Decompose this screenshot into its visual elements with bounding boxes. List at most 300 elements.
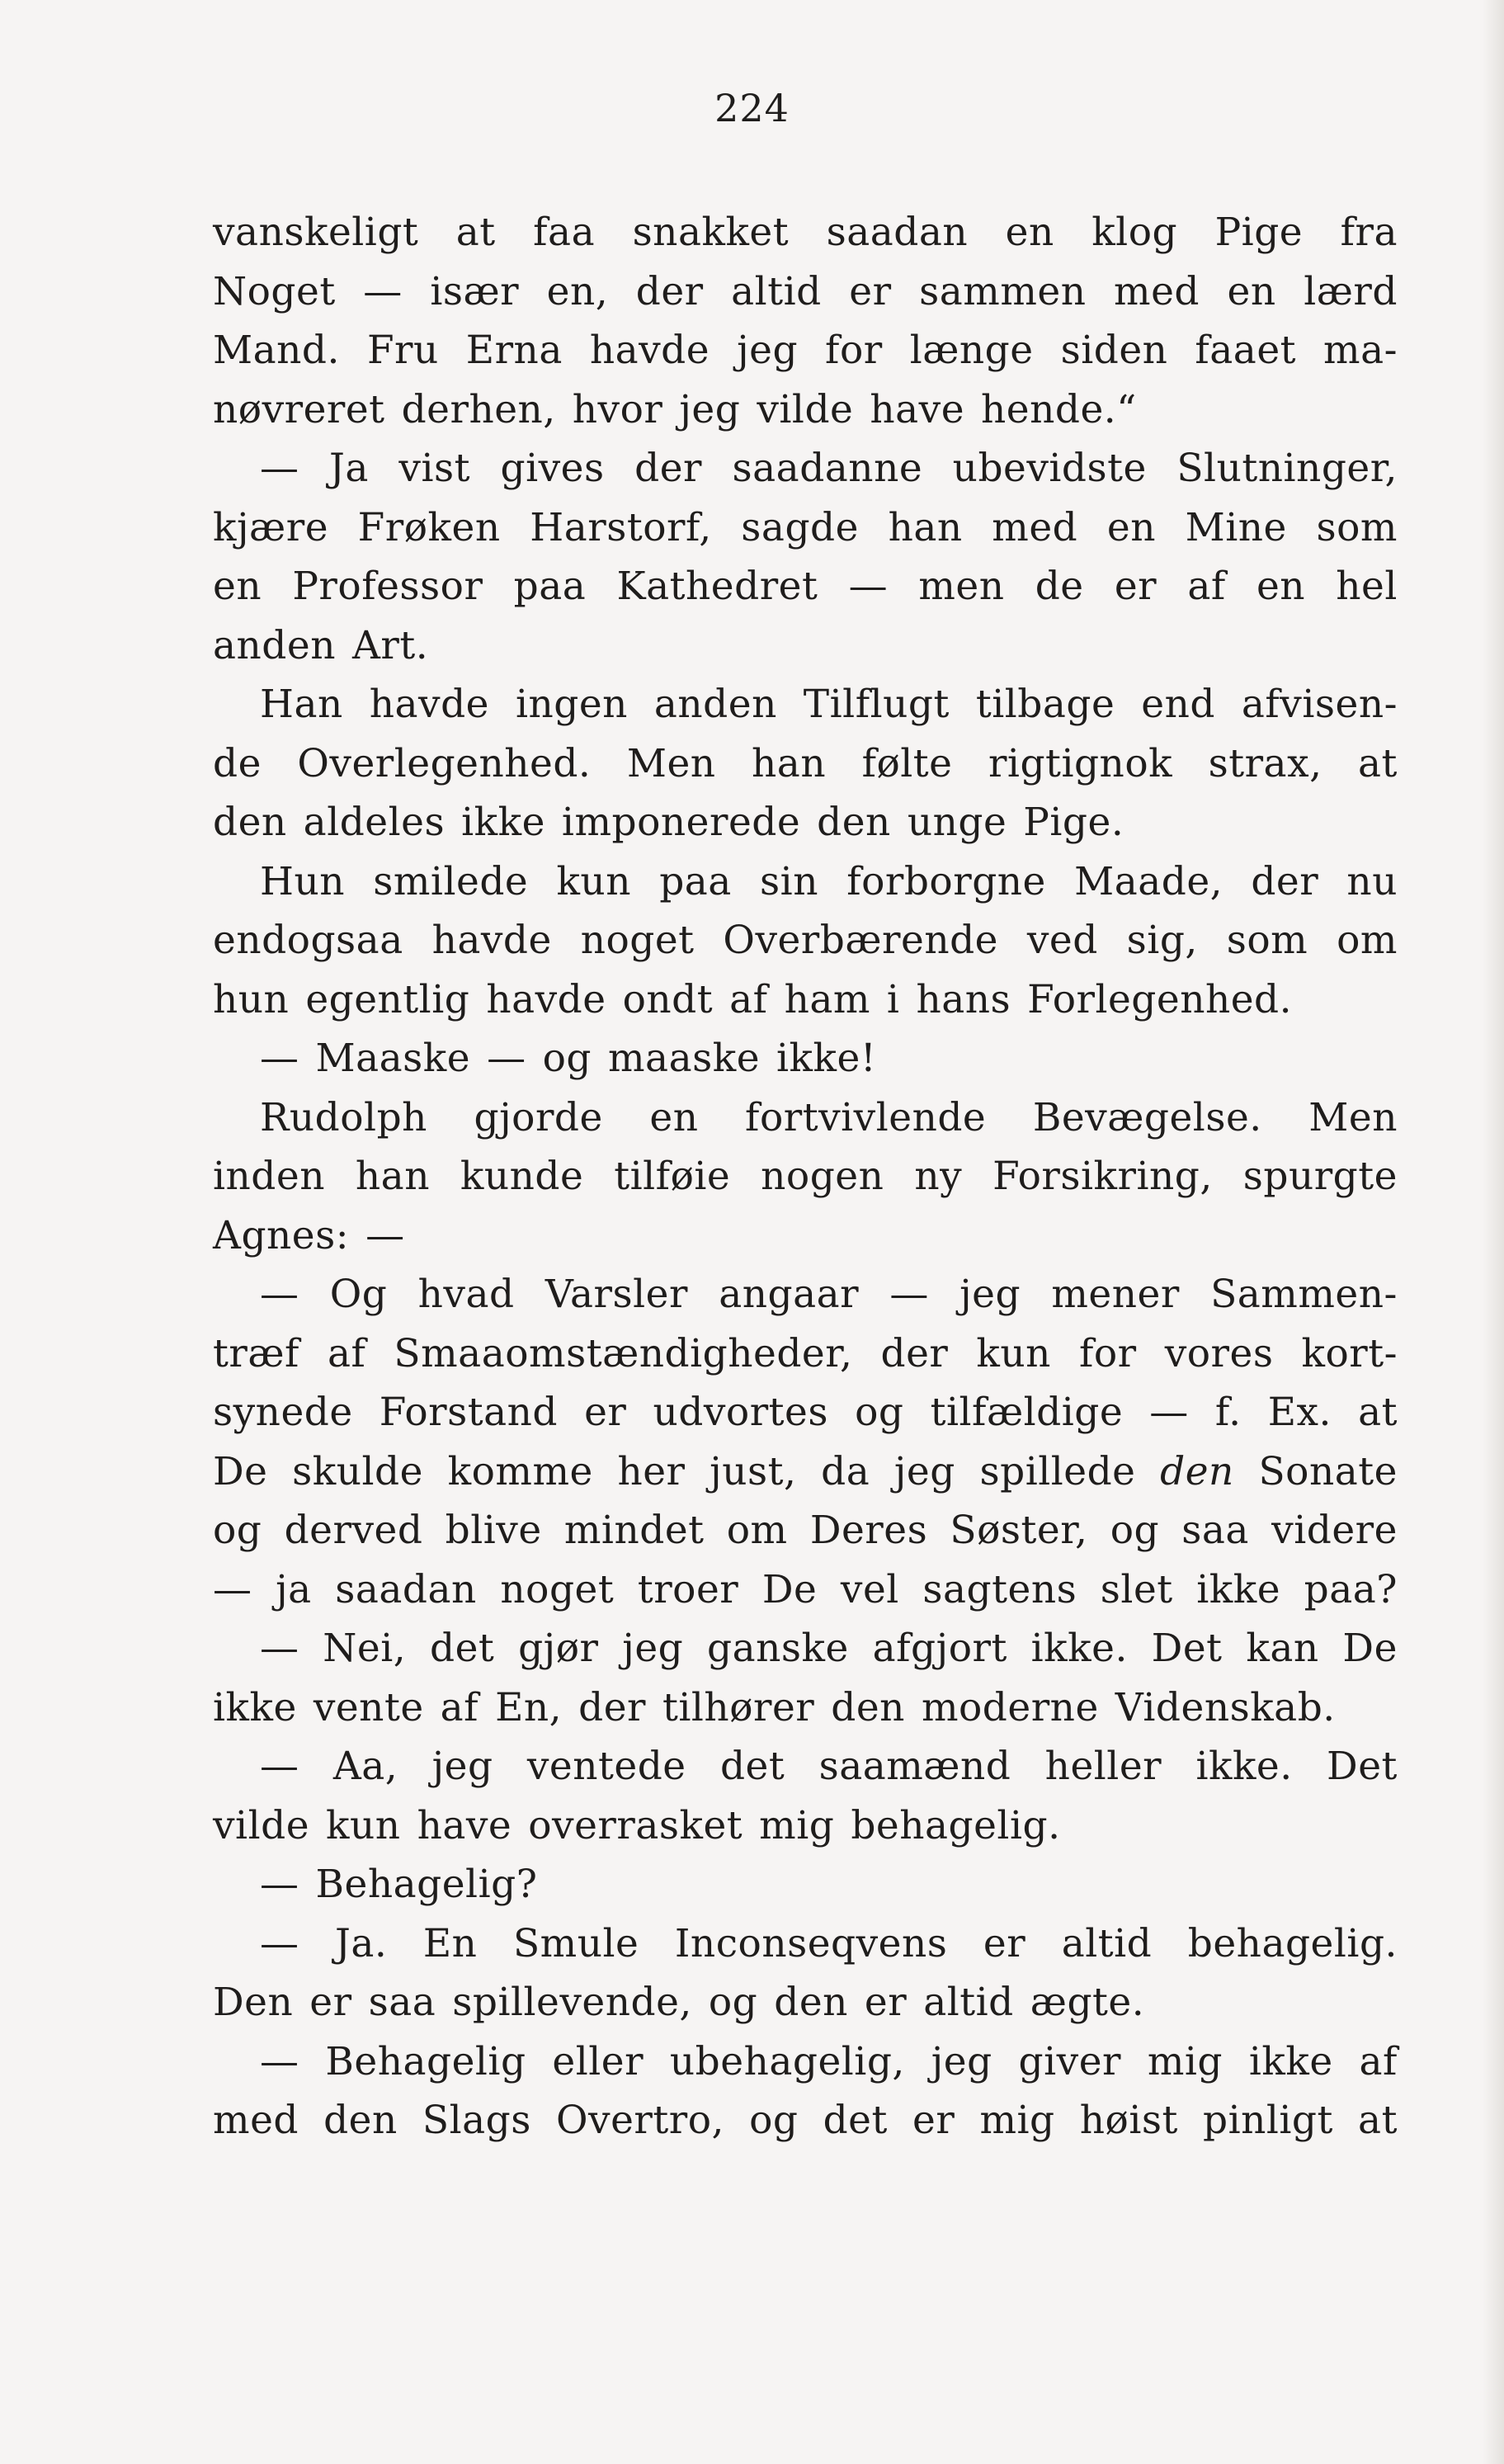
word: Slags <box>422 2098 531 2143</box>
word: og <box>749 2098 799 2143</box>
word: slet <box>1100 1566 1173 1612</box>
word: jeg <box>737 328 799 373</box>
word: behagelig. <box>1187 1920 1398 1966</box>
word: Varsler <box>545 1272 688 1317</box>
word: ham <box>784 976 870 1022</box>
word: især <box>430 268 520 314</box>
word: — <box>889 1272 929 1317</box>
word: vente <box>313 1684 424 1730</box>
word: Han <box>260 682 343 727</box>
word: for <box>1078 1330 1137 1376</box>
word: tilføie <box>614 1154 731 1199</box>
word: og <box>855 1390 904 1435</box>
word: vores <box>1164 1330 1274 1376</box>
word: Agnes: <box>213 1212 350 1258</box>
word: er <box>983 1920 1026 1966</box>
word: den <box>323 2098 398 2143</box>
word: en <box>649 1094 699 1140</box>
word: Søster, <box>950 1508 1088 1553</box>
word: havde <box>369 682 489 727</box>
word: imponerede <box>561 800 801 845</box>
word: mener <box>1051 1272 1180 1317</box>
word: lærd <box>1304 268 1398 314</box>
text-line <box>213 1442 1398 1502</box>
text-line <box>213 1029 1398 1088</box>
text-line <box>213 1973 1398 2032</box>
word: De <box>1342 1626 1398 1671</box>
text-line <box>213 380 1398 440</box>
word: faaet <box>1195 328 1297 373</box>
word: jeg <box>893 1448 955 1494</box>
word: Forlegenhed. <box>1027 976 1293 1022</box>
word: Men <box>626 740 716 786</box>
text-line <box>213 1619 1398 1678</box>
text-line <box>213 1088 1398 1148</box>
word: kunde <box>460 1154 584 1199</box>
word: Forstand <box>379 1390 558 1435</box>
word: — <box>260 446 299 491</box>
text-line <box>213 1324 1398 1384</box>
word: tilhører <box>662 1684 815 1730</box>
word: videre <box>1271 1508 1398 1553</box>
word: af <box>440 1684 479 1730</box>
word: Mine <box>1185 504 1287 550</box>
word: fortvivlende <box>745 1094 987 1140</box>
word: snakket <box>632 210 790 255</box>
word: spurgte <box>1242 1154 1398 1199</box>
word: noget <box>580 918 695 963</box>
word: Overlegenhed. <box>297 740 592 786</box>
word: af <box>729 976 768 1022</box>
word: heller <box>1044 1744 1162 1789</box>
word: Overtro, <box>555 2098 724 2143</box>
word: — <box>487 1036 526 1081</box>
word: der <box>634 446 703 491</box>
word: om <box>726 1508 788 1553</box>
word: angaar <box>719 1272 860 1317</box>
word: er <box>849 268 892 314</box>
word: anden <box>213 622 336 668</box>
word: — <box>260 1920 299 1966</box>
word: at <box>455 210 496 255</box>
word: Inconseqvens <box>674 1920 948 1966</box>
word: er <box>309 1980 352 2025</box>
word: en <box>1256 564 1306 609</box>
word: en <box>1227 268 1276 314</box>
word: Forsikring, <box>992 1154 1213 1199</box>
word: er <box>912 2098 955 2143</box>
word: altid <box>1061 1920 1153 1966</box>
word: Ja. <box>335 1920 388 1966</box>
word: kjære <box>213 504 329 550</box>
word: Smaaomstændigheder, <box>394 1330 853 1376</box>
text-line <box>213 734 1398 794</box>
word: sagtens <box>922 1566 1077 1612</box>
word: Det <box>1151 1626 1223 1671</box>
word: og <box>213 1508 262 1553</box>
text-line <box>213 1560 1398 1620</box>
word: ondt <box>622 976 714 1022</box>
text-line <box>213 262 1398 322</box>
word: og <box>708 1980 758 2025</box>
word: tilbage <box>975 682 1115 727</box>
word: — <box>260 1744 299 1789</box>
word: strax, <box>1208 740 1322 786</box>
word: hel <box>1336 564 1398 609</box>
word: havde <box>431 918 552 963</box>
word: tilfældige <box>930 1390 1124 1435</box>
word: mig <box>979 2098 1055 2143</box>
text-line <box>213 1383 1398 1442</box>
word: ikke <box>213 1684 297 1730</box>
word: Ex. <box>1267 1390 1332 1435</box>
word: kan <box>1246 1626 1319 1671</box>
word: De <box>213 1448 268 1494</box>
word: af <box>1359 2038 1398 2084</box>
word: nogen <box>761 1154 884 1199</box>
word: — <box>213 1566 252 1612</box>
word: blive <box>445 1508 542 1553</box>
word: Professor <box>292 564 483 609</box>
word: en <box>1005 210 1054 255</box>
word: saadan <box>826 210 969 255</box>
word: der <box>578 1684 646 1730</box>
word: f. <box>1214 1390 1242 1435</box>
word: som <box>1226 918 1308 963</box>
text-line <box>213 1265 1398 1324</box>
page-edge-shadow <box>1483 0 1504 2464</box>
word: Ja <box>329 446 369 491</box>
word: den <box>213 800 287 845</box>
word: skulde <box>292 1448 423 1494</box>
text-line <box>213 852 1398 912</box>
word: jeg <box>959 1272 1021 1317</box>
text-line <box>213 616 1398 676</box>
text-line <box>213 675 1398 734</box>
word: hvor <box>572 386 663 432</box>
word: sammen <box>919 268 1087 314</box>
word: saadan <box>335 1566 477 1612</box>
word: kun <box>556 858 631 904</box>
word: vilde <box>757 386 854 432</box>
text-line <box>213 1914 1398 1974</box>
word: med <box>992 504 1078 550</box>
word: Hun <box>260 858 346 904</box>
word: komme <box>447 1448 593 1494</box>
word: fra <box>1340 210 1398 255</box>
text-line <box>213 557 1398 616</box>
word: eller <box>552 2038 644 2084</box>
word: hans <box>916 976 1011 1022</box>
word: Maaske <box>315 1036 471 1081</box>
word: ikke <box>461 800 545 845</box>
word: Mand. <box>213 328 340 373</box>
word: noget <box>500 1566 615 1612</box>
word: i <box>886 976 900 1022</box>
word: ikke. <box>1030 1626 1128 1671</box>
text-line <box>213 1206 1398 1266</box>
word: at <box>1358 2098 1398 2143</box>
word: det <box>429 1626 495 1671</box>
text-line <box>213 498 1398 558</box>
word: saa <box>368 1980 436 2025</box>
word: Art. <box>351 622 429 668</box>
word: moderne <box>921 1684 1099 1730</box>
word: klog <box>1091 210 1178 255</box>
word: spillevende, <box>452 1980 692 2025</box>
word: Og <box>329 1272 388 1317</box>
word: — <box>848 564 889 609</box>
word: ja <box>276 1566 312 1612</box>
word: ny <box>914 1154 963 1199</box>
word: af <box>327 1330 366 1376</box>
word: der <box>635 268 704 314</box>
word: jeg <box>431 1744 493 1789</box>
word: endogsaa <box>213 918 403 963</box>
word: paa <box>659 858 732 904</box>
word: giver <box>1018 2038 1121 2084</box>
word: troer <box>637 1566 739 1612</box>
word: gjør <box>518 1626 599 1671</box>
word: derhen, <box>401 386 556 432</box>
word: vist <box>398 446 470 491</box>
word: med <box>213 2098 299 2143</box>
word: have <box>417 1802 512 1848</box>
word: altid <box>731 268 822 314</box>
word: inden <box>213 1154 325 1199</box>
word: Slutninger, <box>1176 446 1398 491</box>
word: Maade, <box>1074 858 1223 904</box>
page-number: 224 <box>714 86 790 130</box>
text-line <box>213 203 1398 262</box>
word: ikke <box>1196 1566 1281 1612</box>
word: er <box>584 1390 627 1435</box>
word: og <box>542 1036 592 1081</box>
word: behagelig. <box>851 1802 1061 1848</box>
word: ubevidste <box>952 446 1147 491</box>
word: at <box>1358 740 1398 786</box>
word: de <box>1035 564 1084 609</box>
word: gives <box>500 446 605 491</box>
word: ikke <box>1248 2038 1333 2084</box>
word: faa <box>533 210 596 255</box>
word: — <box>365 1212 405 1258</box>
word: en, <box>546 268 609 314</box>
word: just, <box>710 1448 797 1494</box>
word: Pige <box>1214 210 1304 255</box>
word: paa <box>513 564 587 609</box>
word: han <box>355 1154 430 1199</box>
word: nu <box>1346 858 1398 904</box>
word: det <box>719 1744 785 1789</box>
word: ægte. <box>1030 1980 1145 2025</box>
word: Frøken <box>357 504 501 550</box>
word: kun <box>326 1802 401 1848</box>
word: ved <box>1026 918 1098 963</box>
word: kun <box>976 1330 1051 1376</box>
word: De <box>761 1566 818 1612</box>
text-line <box>213 1678 1398 1738</box>
word: den <box>1160 1448 1234 1494</box>
word: ma- <box>1323 328 1398 373</box>
word: for <box>825 328 883 373</box>
word: hvad <box>417 1272 515 1317</box>
word: høist <box>1079 2098 1178 2143</box>
word: Det <box>1327 1744 1398 1789</box>
word: sin <box>760 858 818 904</box>
word: udvortes <box>653 1390 828 1435</box>
text-line <box>213 1796 1398 1856</box>
word: og <box>1110 1508 1160 1553</box>
word: altid <box>923 1980 1014 2025</box>
word: Noget <box>213 268 336 314</box>
word: paa? <box>1304 1566 1398 1612</box>
word: aldeles <box>303 800 446 845</box>
word: Behagelig <box>325 2038 526 2084</box>
word: havde <box>486 976 606 1022</box>
word: med <box>1114 268 1200 314</box>
word: spillede <box>979 1448 1136 1494</box>
word: træf <box>213 1330 299 1376</box>
word: er <box>1114 564 1157 609</box>
word: Nei, <box>323 1626 407 1671</box>
word: egentlig <box>305 976 470 1022</box>
word: Fru <box>366 328 439 373</box>
word: følte <box>861 740 953 786</box>
text-line <box>213 2032 1398 2092</box>
word: afvisen- <box>1241 682 1398 727</box>
word: da <box>821 1448 870 1494</box>
word: Pige. <box>1023 800 1124 845</box>
word: maaske <box>607 1036 761 1081</box>
text-line <box>213 1737 1398 1796</box>
word: Erna <box>465 328 563 373</box>
word: der <box>1251 858 1319 904</box>
word: Sammen- <box>1210 1272 1398 1317</box>
word: sagde <box>741 504 859 550</box>
word: sig, <box>1126 918 1198 963</box>
word: han <box>888 504 963 550</box>
word: Overbærende <box>723 918 998 963</box>
word: — <box>260 1626 299 1671</box>
word: synede <box>213 1390 353 1435</box>
word: om <box>1337 918 1398 963</box>
word: de <box>213 740 262 786</box>
word: — <box>363 268 403 314</box>
word: anden <box>653 682 777 727</box>
word: det <box>823 2098 888 2143</box>
word: en <box>1106 504 1156 550</box>
word: jeg <box>679 386 741 432</box>
word: Kathedret <box>616 564 818 609</box>
word: Deres <box>809 1508 928 1553</box>
word: Videnskab. <box>1115 1684 1336 1730</box>
word: hun <box>213 976 290 1022</box>
word: vel <box>840 1566 899 1612</box>
word: længe <box>909 328 1034 373</box>
word: Sonate <box>1258 1448 1398 1494</box>
word: han <box>752 740 827 786</box>
word: er <box>864 1980 908 2025</box>
word: vilde <box>213 1802 310 1848</box>
word: havde <box>589 328 710 373</box>
text-line <box>213 1147 1398 1206</box>
word: men <box>918 564 1005 609</box>
word: have <box>870 386 965 432</box>
word: unge <box>907 800 1007 845</box>
text-line <box>213 911 1398 970</box>
word: pinligt <box>1202 2098 1333 2143</box>
word: ganske <box>707 1626 849 1671</box>
word: at <box>1358 1390 1398 1435</box>
word: mig <box>759 1802 835 1848</box>
word: en <box>213 564 262 609</box>
text-line <box>213 1501 1398 1560</box>
word: ventede <box>526 1744 686 1789</box>
word: saadanne <box>732 446 923 491</box>
word: end <box>1141 682 1215 727</box>
word: derved <box>284 1508 423 1553</box>
word: her <box>617 1448 686 1494</box>
word: Rudolph <box>260 1094 427 1140</box>
word: hende.“ <box>981 386 1137 432</box>
word: den <box>817 800 891 845</box>
word: siden <box>1060 328 1168 373</box>
word: vanskeligt <box>213 210 419 255</box>
word: — <box>260 1862 299 1907</box>
text-line <box>213 1855 1398 1914</box>
word: den <box>774 1980 848 2025</box>
word: gjorde <box>474 1094 603 1140</box>
word: saa <box>1181 1508 1249 1553</box>
word: mig <box>1147 2038 1223 2084</box>
word: En, <box>495 1684 563 1730</box>
word: — <box>260 1272 299 1317</box>
word: ikke. <box>1195 1744 1293 1789</box>
word: — <box>1149 1390 1189 1435</box>
word: kort- <box>1301 1330 1398 1376</box>
word: afgjort <box>872 1626 1007 1671</box>
word: Den <box>213 1980 294 2025</box>
word: Harstorf, <box>530 504 712 550</box>
word: Behagelig? <box>315 1862 538 1907</box>
word: jeg <box>931 2038 992 2084</box>
word: — <box>260 2038 299 2084</box>
word: smilede <box>373 858 529 904</box>
word: rigtignok <box>988 740 1173 786</box>
text-line <box>213 439 1398 498</box>
word: En <box>422 1920 478 1966</box>
text-line <box>213 2091 1398 2150</box>
word: — <box>260 1036 299 1081</box>
word: som <box>1316 504 1398 550</box>
text-line <box>213 321 1398 380</box>
word: saamænd <box>818 1744 1011 1789</box>
word: Smule <box>512 1920 639 1966</box>
body-text <box>213 203 1398 2150</box>
word: ingen <box>515 682 628 727</box>
word: Bevægelse. <box>1032 1094 1262 1140</box>
word: ubehagelig, <box>669 2038 905 2084</box>
word: Men <box>1308 1094 1398 1140</box>
word: mindet <box>563 1508 705 1553</box>
word: af <box>1187 564 1226 609</box>
word: forborgne <box>846 858 1046 904</box>
word: Tilflugt <box>803 682 950 727</box>
word: den <box>831 1684 905 1730</box>
word: overrasket <box>528 1802 743 1848</box>
word: jeg <box>622 1626 684 1671</box>
